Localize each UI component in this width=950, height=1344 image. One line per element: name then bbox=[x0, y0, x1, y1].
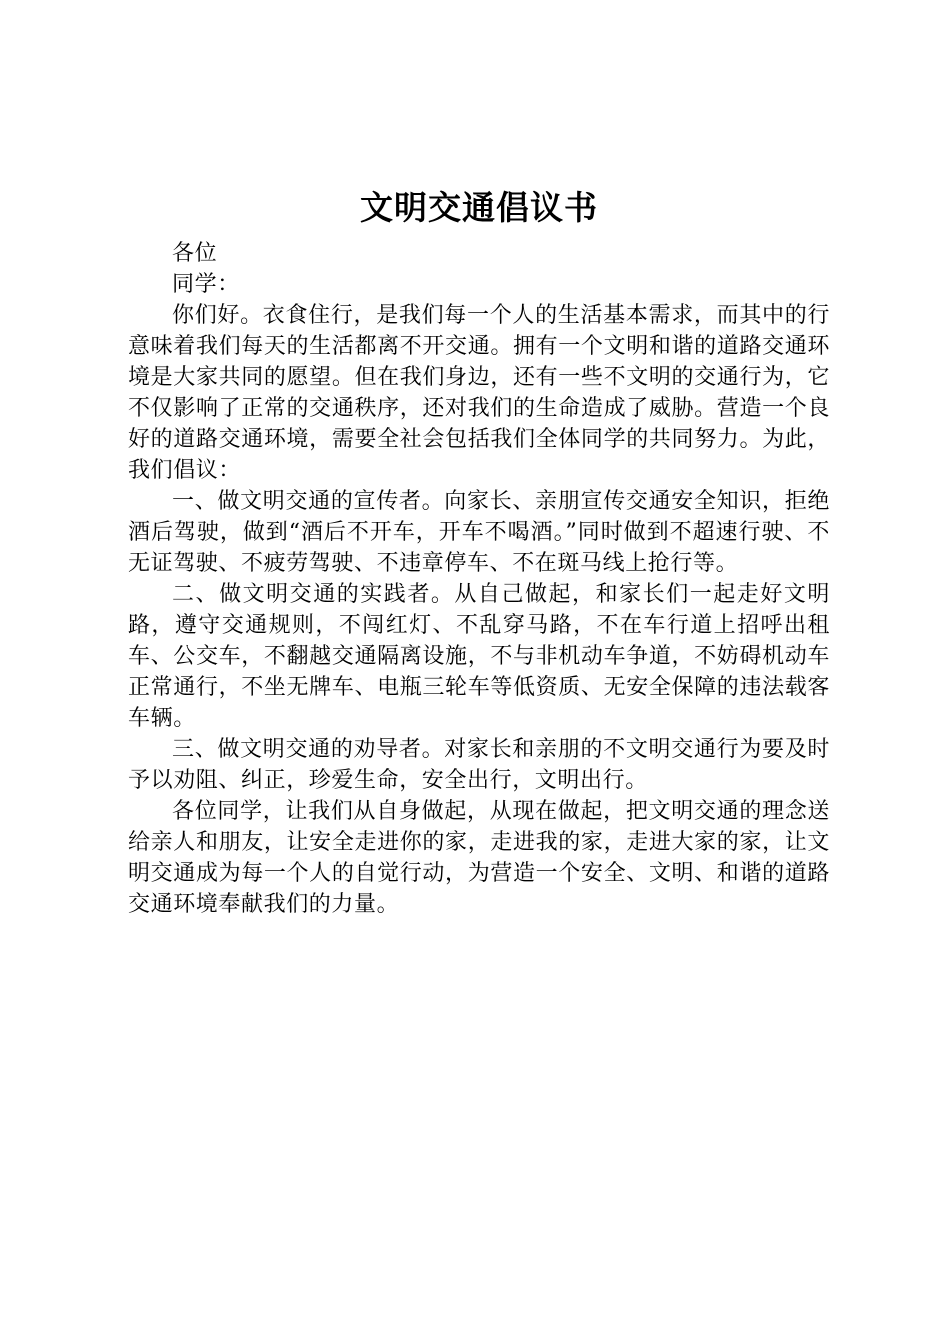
salutation-line-1: 各位 bbox=[172, 241, 218, 266]
document-title: 文明交通倡议书 bbox=[360, 188, 598, 227]
paragraph-proposal-3: 三、做文明交通的劝导者。对家长和亲朋的不文明交通行为要及时予以劝阻、纠正，珍爱生命，安全出行，文明出行。 bbox=[128, 737, 830, 793]
paragraph-proposal-2: 二、做文明交通的实践者。从自己做起，和家长们一起走好文明路，遵守交通规则，不闯红灯、不乱穿马路，不在车行道上招呼出租车、公交车，不翻越交通隔离设施，不与非机动车争道，不妨碍机动车正常通行，不坐无牌车、电瓶三轮车等低资质、无安全保障的违法载客车辆。 bbox=[128, 582, 830, 731]
document-body bbox=[128, 186, 830, 920]
salutation-line-2: 同学： bbox=[172, 272, 240, 297]
paragraph-proposal-1: 一、做文明交通的宣传者。向家长、亲朋宣传交通安全知识，拒绝酒后驾驶，做到“酒后不开车，开车不喝酒。”同时做到不超速行驶、不无证驾驶、不疲劳驾驶、不违章停车、不在斑马线上抢行等。 bbox=[128, 489, 830, 576]
paragraph-closing: 各位同学，让我们从自身做起，从现在做起，把文明交通的理念送给亲人和朋友，让安全走进你的家，走进我的家，走进大家的家，让文明交通成为每一个人的自觉行动，为营造一个安全、文明、和谐的道路交通环境奉献我们的力量。 bbox=[128, 799, 830, 917]
paragraph-greeting: 你们好。衣食住行，是我们每一个人的生活基本需求，而其中的行意味着我们每天的生活都离不开交通。拥有一个文明和谐的道路交通环境是大家共同的愿望。但在我们身边，还有一些不文明的交通行为，它不仅影响了正常的交通秩序，还对我们的生命造成了威胁。营造一个良好的道路交通环境，需要全社会包括我们全体同学的共同努力。为此，我们倡议： bbox=[128, 303, 830, 483]
